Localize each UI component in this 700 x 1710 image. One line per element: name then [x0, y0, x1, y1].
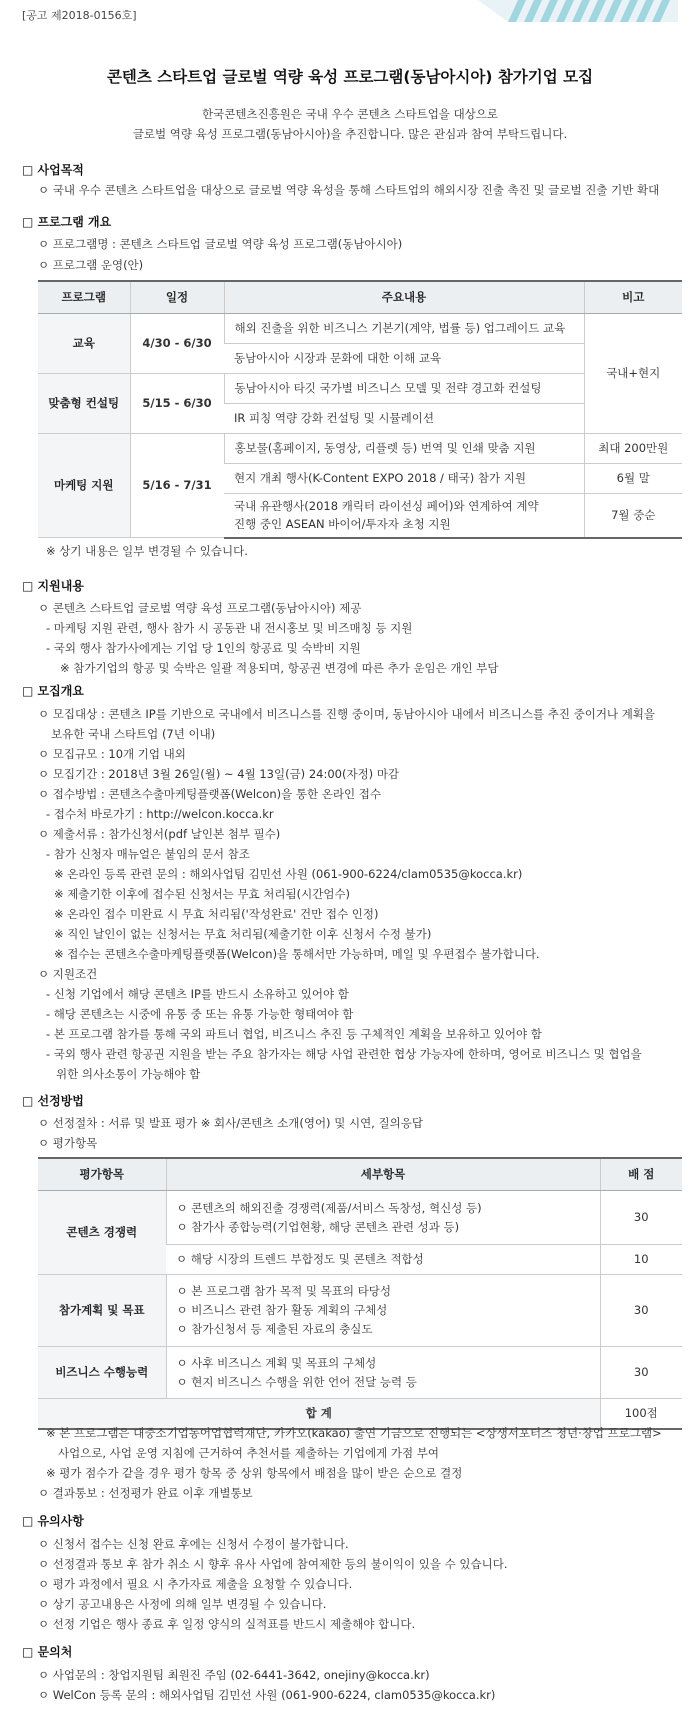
support-line: ㅇ 콘텐츠 스타트업 글로벌 역량 육성 프로그램(동남아시아) 제공 — [38, 601, 362, 615]
overview-line: ㅇ 프로그램 운영(안) — [38, 258, 144, 272]
cell-line: ㅇ 사후 비즈니스 계획 및 목표의 구체성 — [176, 1355, 377, 1370]
eval-total-label: 합 계 — [38, 1399, 600, 1429]
cell-line: ㅇ 콘텐츠의 해외진출 경쟁력(제품/서비스 독창성, 혁신성 등) — [176, 1200, 482, 1215]
purpose-line: ㅇ 국내 우수 콘텐츠 스타트업을 대상으로 글로벌 역량 육성을 통해 스타트업의 해외시장 진출 촉진 및 글로벌 진출 기반 확대 — [38, 183, 660, 197]
recruit-line: - 참가 신청자 매뉴얼은 붙임의 문서 참조 — [46, 847, 250, 861]
caution-line: ㅇ 평가 과정에서 필요 시 추가자료 제출을 요청할 수 있습니다. — [38, 1577, 353, 1591]
eval-detail — [166, 1191, 600, 1245]
eval-detail: ㅇ 해당 시장의 트렌드 부합정도 및 콘텐츠 적합성 — [166, 1245, 600, 1275]
cell-line: ㅇ 참가사 종합능력(기업현황, 해당 콘텐츠 관련 성과 등) — [176, 1219, 460, 1234]
recruit-line: 위한 의사소통이 가능해야 함 — [56, 1067, 201, 1081]
program-content: 홍보물(홈페이지, 동영상, 리플렛 등) 번역 및 인쇄 맞춤 지원 — [224, 434, 584, 464]
recruit-line: ㅇ 제출서류 : 참가신청서(pdf 날인본 첨부 필수) — [38, 827, 281, 841]
program-schedule: 5/16 - 7/31 — [130, 434, 224, 538]
table-header-row — [38, 1158, 682, 1191]
section-heading-contact: □ 문의처 — [22, 1645, 73, 1659]
eval-score: 30 — [600, 1275, 682, 1347]
intro-text — [0, 104, 700, 144]
overview-note: ※ 상기 내용은 일부 변경될 수 있습니다. — [46, 544, 248, 558]
program-table — [38, 280, 682, 539]
eval-score: 30 — [600, 1347, 682, 1399]
table-header-cell: 평가항목 — [38, 1158, 166, 1191]
support-line: ※ 참가기업의 항공 및 숙박은 일괄 적용되며, 항공권 변경에 따른 추가 운임은 개인 부담 — [60, 661, 499, 675]
recruit-line: ※ 직인 날인이 없는 신청서는 무효 처리됨(제출기한 이후 신청서 수정 불가) — [54, 927, 432, 941]
recruit-line: ※ 온라인 등록 관련 문의 : 해외사업팀 김민선 사원 (061-900-6224/clam0535@kocca.kr) — [54, 867, 523, 881]
recruit-line: - 접수처 바로가기 : http://welcon.kocca.kr — [46, 807, 274, 821]
recruit-line: ※ 온라인 접수 미완료 시 무효 처리됨('작성완료' 건만 접수 인정) — [54, 907, 379, 921]
table-row — [38, 1275, 682, 1347]
caution-line: ㅇ 상기 공고내용은 사정에 의해 일부 변경될 수 있습니다. — [38, 1597, 327, 1611]
table-total-row — [38, 1399, 682, 1429]
section-heading-selection: □ 선정방법 — [22, 1094, 84, 1108]
recruit-line: 보유한 국내 스타트업 (7년 이내) — [51, 727, 216, 741]
overview-line: ㅇ 프로그램명 : 콘텐츠 스타트업 글로벌 역량 육성 프로그램(동남아시아) — [38, 237, 403, 251]
cell-line: ㅇ 비즈니스 관련 참가 활동 계획의 구체성 — [176, 1303, 388, 1317]
selection-line: ㅇ 선정절차 : 서류 및 발표 평가 ※ 회사/콘텐츠 소개(영어) 및 시연, 질의응답 — [38, 1116, 423, 1130]
section-heading-recruit: □ 모집개요 — [22, 684, 84, 698]
table-header-cell: 비고 — [584, 281, 682, 314]
selection-note: ※ 평가 점수가 같을 경우 평가 항목 중 상위 항목에서 배점을 많이 받은 순으로 결정 — [46, 1466, 463, 1480]
recruit-line: ㅇ 모집대상 : 콘텐츠 IP를 기반으로 국내에서 비즈니스를 진행 중이며, 동남아시아 내에서 비즈니스를 추진 중이거나 계획을 — [38, 707, 656, 721]
notice-number: [공고 제2018-0156호] — [22, 9, 137, 22]
eval-total-score: 100점 — [600, 1399, 682, 1429]
eval-score: 10 — [600, 1245, 682, 1275]
selection-note: 사업으로, 사업 운영 지침에 근거하여 추천서를 제출하는 기업에게 가점 부여 — [58, 1446, 439, 1460]
section-heading-overview: □ 프로그램 개요 — [22, 215, 112, 229]
program-schedule: 4/30 - 6/30 — [130, 314, 224, 374]
recruit-line: ㅇ 모집기간 : 2018년 3월 26일(월) ~ 4월 13일(금) 24:00(자정) 마감 — [38, 767, 400, 781]
recruit-line: - 신청 기업에서 해당 콘텐츠 IP를 반드시 소유하고 있어야 함 — [46, 987, 349, 1001]
support-line: - 국외 행사 참가사에게는 기업 당 1인의 항공료 및 숙박비 지원 — [46, 641, 361, 655]
eval-detail — [166, 1275, 600, 1347]
caution-line: ㅇ 선정 기업은 행사 종료 후 일정 양식의 실적표를 반드시 제출해야 합니다. — [38, 1617, 416, 1631]
table-header-cell: 배 점 — [600, 1158, 682, 1191]
recruit-line: ㅇ 접수방법 : 콘텐츠수출마케팅플랫폼(Welcon)을 통한 온라인 접수 — [38, 787, 382, 801]
selection-note: ※ 본 프로그램은 대중소기업농어업협력재단, 카카오(kakao) 출연 기금으로 진행되는 <상생서포터즈 청년·창업 프로그램> — [46, 1426, 662, 1440]
recruit-line: ㅇ 지원조건 — [38, 967, 98, 981]
table-header-cell: 프로그램 — [38, 281, 130, 314]
selection-note: ㅇ 결과통보 : 선정평가 완료 이후 개별통보 — [38, 1486, 253, 1500]
cell-line: 진행 중인 ASEAN 바이어/투자자 초청 지원 — [234, 517, 451, 532]
recruit-line: ※ 제출기한 이후에 접수된 신청서는 무효 처리됨(시간엄수) — [54, 887, 351, 901]
cell-line: 국내 유관행사(2018 캐릭터 라이선싱 페어)와 연계하여 계약 — [234, 499, 539, 514]
eval-category: 참가계획 및 목표 — [38, 1275, 166, 1347]
program-note: 7월 중순 — [584, 494, 682, 538]
section-heading-caution: □ 유의사항 — [22, 1514, 84, 1528]
eval-score: 30 — [600, 1191, 682, 1245]
program-content: 해외 진출을 위한 비즈니스 기본기(계약, 법률 등) 업그레이드 교육 — [224, 314, 584, 344]
decorative-stripe — [478, 0, 678, 22]
program-schedule: 5/15 - 6/30 — [130, 374, 224, 434]
support-line: - 마케팅 지원 관련, 행사 참가 시 공동관 내 전시홍보 및 비즈매칭 등 지원 — [46, 621, 413, 635]
program-note: 6월 말 — [584, 464, 682, 494]
recruit-line: ※ 접수는 콘텐츠수출마케팅플랫폼(Welcon)을 통해서만 가능하며, 메일 및 우편접수 불가합니다. — [54, 947, 540, 961]
table-row — [38, 1347, 682, 1399]
program-name: 마케팅 지원 — [38, 434, 130, 538]
eval-detail — [166, 1347, 600, 1399]
program-content: 현지 개최 행사(K-Content EXPO 2018 / 태국) 참가 지원 — [224, 464, 584, 494]
eval-category: 콘텐츠 경쟁력 — [38, 1191, 166, 1275]
recruit-line: ㅇ 모집규모 : 10개 기업 내외 — [38, 747, 186, 761]
evaluation-table — [38, 1157, 682, 1430]
caution-line: ㅇ 신청서 접수는 신청 완료 후에는 신청서 수정이 불가합니다. — [38, 1537, 349, 1551]
table-row — [38, 314, 682, 344]
table-row — [38, 434, 682, 464]
recruit-line: - 국외 행사 관련 항공권 지원을 받는 주요 참가자는 해당 사업 관련한 협상 가능자에 한하며, 영어로 비즈니스 및 협업을 — [46, 1047, 642, 1061]
program-name: 맞춤형 컨설팅 — [38, 374, 130, 434]
table-header-cell: 세부항목 — [166, 1158, 600, 1191]
recruit-line: - 본 프로그램 참가를 통해 국외 파트너 협업, 비즈니스 추진 등 구체적인 계획을 보유하고 있어야 함 — [46, 1027, 542, 1041]
caution-line: ㅇ 선정결과 통보 후 참가 취소 시 향후 유사 사업에 참여제한 등의 불이익이 있을 수 있습니다. — [38, 1557, 508, 1571]
contact-line: ㅇ 사업문의 : 창업지원팀 최원진 주임 (02-6441-3642, onejiny@kocca.kr) — [38, 1668, 430, 1682]
section-heading-support: □ 지원내용 — [22, 579, 84, 593]
recruit-line: - 해당 콘텐츠는 시중에 유통 중 또는 유통 가능한 형태여야 함 — [46, 1007, 354, 1021]
program-content: 동남아시아 타깃 국가별 비즈니스 모델 및 전략 경고화 컨설팅 — [224, 374, 584, 404]
program-content: 동남아시아 시장과 문화에 대한 이해 교육 — [224, 344, 584, 374]
table-header-row — [38, 281, 682, 314]
program-note: 국내+현지 — [584, 314, 682, 434]
cell-line: ㅇ 본 프로그램 참가 목적 및 목표의 타당성 — [176, 1284, 391, 1298]
cell-line: ㅇ 참가신청서 등 제출된 자료의 충실도 — [176, 1322, 373, 1336]
page-title: 콘텐츠 스타트업 글로벌 역량 육성 프로그램(동남아시아) 참가기업 모집 — [106, 68, 594, 86]
cell-line: ㅇ 현지 비즈니스 수행을 위한 언어 전달 능력 등 — [176, 1374, 417, 1389]
program-content: IR 피칭 역량 강화 컨설팅 및 시뮬레이션 — [224, 404, 584, 434]
contact-line: ㅇ WelCon 등록 문의 : 해외사업팀 김민선 사원 (061-900-6224, clam0535@kocca.kr) — [38, 1688, 496, 1702]
program-name: 교육 — [38, 314, 130, 374]
program-content — [224, 494, 584, 538]
eval-category: 비즈니스 수행능력 — [38, 1347, 166, 1399]
selection-line: ㅇ 평가항목 — [38, 1136, 98, 1150]
table-header-cell: 주요내용 — [224, 281, 584, 314]
intro-line: 글로벌 역량 육성 프로그램(동남아시아)을 추진합니다. 많은 관심과 참여 부탁드립니다. — [132, 127, 568, 141]
section-heading-purpose: □ 사업목적 — [22, 163, 84, 177]
program-note: 최대 200만원 — [584, 434, 682, 464]
table-row — [38, 1191, 682, 1245]
intro-line: 한국콘텐츠진흥원은 국내 우수 콘텐츠 스타트업을 대상으로 — [202, 107, 498, 121]
table-header-cell: 일정 — [130, 281, 224, 314]
